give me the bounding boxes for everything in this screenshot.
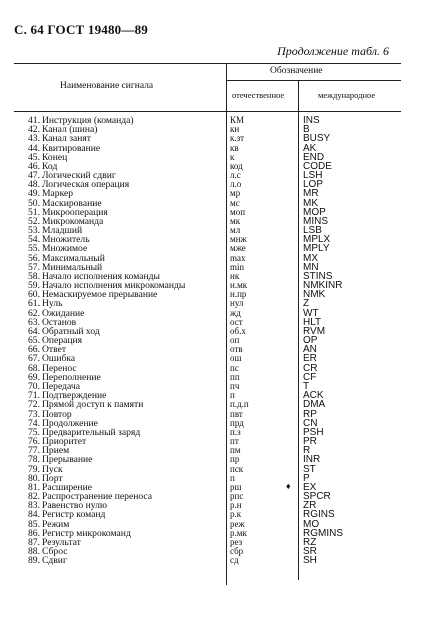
- domestic-designation: мк: [230, 215, 241, 226]
- international-designation: RVM: [303, 325, 326, 337]
- domestic-designation: реж: [230, 518, 245, 529]
- international-designation: END: [303, 151, 325, 163]
- signal-name: Инструкция (команда): [42, 115, 134, 126]
- signal-name: Конец: [42, 151, 68, 163]
- domestic-designation: р.н: [230, 500, 242, 511]
- international-designation: STINS: [303, 270, 333, 282]
- signal-name: Маскирование: [42, 197, 102, 209]
- international-designation: AK: [303, 142, 317, 154]
- row-number: 67.: [28, 353, 40, 365]
- signal-table-body: [0, 116, 427, 565]
- international-designation: RP: [303, 408, 317, 420]
- row-number: 52.: [28, 215, 40, 227]
- row-number: 43.: [28, 133, 40, 145]
- international-designation: CR: [303, 362, 318, 374]
- signal-name: Предварительный заряд: [42, 426, 141, 438]
- international-designation: PR: [303, 436, 317, 448]
- table-row: [0, 455, 427, 464]
- table-row: [0, 465, 427, 474]
- row-number: 69.: [28, 371, 40, 383]
- domestic-designation: пвт: [230, 408, 243, 419]
- signal-name: Переполнение: [42, 371, 101, 383]
- domestic-designation: рпс: [230, 491, 244, 502]
- international-designation: AN: [303, 344, 317, 356]
- international-designation: NMK: [303, 289, 326, 301]
- signal-name: Множимое: [42, 243, 88, 255]
- row-number: 66.: [28, 344, 40, 356]
- signal-name: Приоритет: [42, 436, 87, 448]
- international-designation: SR: [303, 546, 317, 558]
- international-designation: INS: [303, 115, 320, 126]
- signal-name: Останов: [42, 316, 77, 328]
- domestic-designation: к.зт: [230, 133, 245, 144]
- row-number: 42.: [28, 124, 40, 136]
- international-designation: HLT: [303, 316, 322, 328]
- signal-name: Прием: [42, 445, 70, 457]
- signal-name: Продолжение: [42, 417, 98, 429]
- domestic-designation: мже: [230, 243, 246, 254]
- signal-name: Сдвиг: [42, 555, 67, 567]
- international-designation: WT: [303, 307, 319, 319]
- table-continuation-label: Продолжение табл. 6: [277, 44, 389, 58]
- row-number: 76.: [28, 436, 40, 448]
- signal-name: Маркер: [42, 188, 74, 200]
- international-designation: B: [303, 124, 310, 136]
- signal-name: Канал занят: [42, 133, 91, 145]
- signal-name: Начало исполнения микрокоманды: [42, 280, 186, 292]
- signal-name: Минимальный: [42, 261, 103, 273]
- domestic-designation: ош: [230, 353, 242, 364]
- row-number: 47.: [28, 170, 40, 182]
- domestic-designation: л.о: [230, 179, 242, 190]
- international-designation: MPLX: [303, 234, 331, 246]
- table-header-rule: [14, 111, 401, 112]
- domestic-designation: КМ: [230, 115, 245, 125]
- international-designation: INR: [303, 454, 321, 466]
- stray-mark: ♦: [286, 481, 291, 491]
- international-designation: ER: [303, 353, 317, 365]
- domestic-designation: к: [230, 151, 235, 162]
- international-designation: ZR: [303, 500, 317, 512]
- column-header-international: международное: [318, 90, 376, 100]
- international-designation: MK: [303, 197, 318, 209]
- international-designation: ST: [303, 463, 316, 475]
- row-number: 50.: [28, 197, 40, 209]
- domestic-designation: р.к: [230, 509, 242, 520]
- international-designation: LSB: [303, 225, 322, 237]
- international-designation: PSH: [303, 426, 324, 438]
- international-designation: RGINS: [303, 509, 335, 521]
- row-number: 73.: [28, 408, 40, 420]
- row-number: 79.: [28, 463, 40, 475]
- row-number: 59.: [28, 280, 40, 292]
- row-number: 58.: [28, 270, 40, 282]
- row-number: 86.: [28, 527, 40, 539]
- signal-name: Обратный ход: [42, 325, 100, 337]
- row-number: 63.: [28, 316, 40, 328]
- row-number: 54.: [28, 234, 40, 246]
- column-header-name: Наименование сигнала: [60, 81, 154, 91]
- domestic-designation: л.с: [230, 170, 241, 181]
- international-designation: CF: [303, 371, 317, 383]
- table-row: [0, 290, 427, 299]
- column-header-domestic: отечественное: [232, 90, 285, 100]
- row-number: 44.: [28, 142, 40, 154]
- international-designation: MOP: [303, 206, 326, 218]
- international-designation: P: [303, 472, 310, 484]
- row-number: 71.: [28, 390, 40, 402]
- domestic-designation: сд: [230, 555, 239, 566]
- international-designation: R: [303, 445, 311, 457]
- row-number: 62.: [28, 307, 40, 319]
- domestic-designation: п.з: [230, 426, 241, 437]
- domestic-designation: сбр: [230, 546, 244, 557]
- row-number: 45.: [28, 151, 40, 163]
- row-number: 56.: [28, 252, 40, 264]
- domestic-designation: мнж: [230, 234, 247, 245]
- page-header: С. 64 ГОСТ 19480—89: [14, 22, 148, 37]
- signal-name: Регистр команд: [42, 509, 106, 521]
- international-designation: SH: [303, 555, 317, 567]
- row-number: 87.: [28, 536, 40, 548]
- international-designation: LSH: [303, 170, 323, 182]
- row-number: 55.: [28, 243, 40, 255]
- signal-name: Ошибка: [42, 353, 76, 365]
- domestic-designation: нул: [230, 298, 244, 309]
- row-number: 49.: [28, 188, 40, 200]
- signal-name: Режим: [42, 518, 70, 530]
- international-designation: MX: [303, 252, 318, 264]
- row-number: 88.: [28, 546, 40, 558]
- international-designation: DMA: [303, 399, 326, 411]
- domestic-designation: оп: [230, 335, 240, 346]
- international-designation: T: [303, 380, 310, 392]
- international-designation: MR: [303, 188, 319, 200]
- signal-name: Расширение: [42, 481, 92, 493]
- row-number: 65.: [28, 335, 40, 347]
- row-number: 77.: [28, 445, 40, 457]
- domestic-designation: жд: [230, 307, 241, 318]
- signal-name: Сброс: [42, 546, 68, 558]
- international-designation: RZ: [303, 536, 317, 548]
- international-designation: MINS: [303, 215, 328, 227]
- table-top-rule: [14, 63, 401, 64]
- signal-name: Логическая операция: [42, 179, 130, 191]
- domestic-designation: пск: [230, 463, 244, 474]
- domestic-designation: мл: [230, 225, 241, 236]
- signal-name: Передача: [42, 380, 80, 392]
- signal-name: Код: [42, 160, 58, 172]
- domestic-designation: прд: [230, 417, 244, 428]
- row-number: 72.: [28, 399, 40, 411]
- signal-name: Микрокоманда: [42, 215, 104, 227]
- signal-name: Начало исполнения команды: [42, 270, 160, 282]
- row-number: 68.: [28, 362, 40, 374]
- table-row: [0, 556, 427, 565]
- signal-name: Логический сдвиг: [42, 170, 116, 182]
- domestic-designation: рш: [230, 481, 242, 492]
- row-number: 48.: [28, 179, 40, 191]
- row-number: 75.: [28, 426, 40, 438]
- international-designation: Z: [303, 298, 310, 310]
- row-number: 82.: [28, 491, 40, 503]
- domestic-designation: пр: [230, 454, 240, 465]
- international-designation: MO: [303, 518, 320, 530]
- signal-name: Регистр микрокоманд: [42, 527, 131, 539]
- signal-name: Пуск: [42, 463, 63, 475]
- signal-name: Канал (шина): [42, 124, 98, 136]
- row-number: 53.: [28, 225, 40, 237]
- domestic-designation: рез: [230, 536, 243, 547]
- domestic-designation: н.пр: [230, 289, 247, 300]
- signal-name: Множитель: [42, 234, 90, 246]
- signal-name: Подтверждение: [42, 390, 107, 402]
- domestic-designation: пт: [230, 436, 239, 447]
- domestic-designation: мс: [230, 197, 240, 208]
- signal-name: Результат: [42, 536, 81, 548]
- domestic-designation: код: [230, 160, 243, 171]
- signal-name: Ожидание: [42, 307, 85, 319]
- international-designation: ACK: [303, 390, 324, 402]
- row-number: 89.: [28, 555, 40, 567]
- signal-name: Равенство нулю: [42, 500, 108, 512]
- signal-name: Немаскируемое прерывание: [42, 289, 158, 301]
- domestic-designation: п: [230, 390, 235, 401]
- column-header-designation: Обозначение: [270, 66, 323, 76]
- international-designation: MN: [303, 261, 319, 273]
- international-designation: BUSY: [303, 133, 331, 145]
- row-number: 70.: [28, 380, 40, 392]
- row-number: 46.: [28, 160, 40, 172]
- international-designation: EX: [303, 481, 317, 493]
- row-number: 60.: [28, 289, 40, 301]
- domestic-designation: кн: [230, 124, 240, 135]
- signal-name: Микрооперация: [42, 206, 108, 218]
- signal-name: Прерывание: [42, 454, 93, 466]
- international-designation: CODE: [303, 160, 332, 172]
- domestic-designation: пч: [230, 380, 240, 391]
- row-number: 84.: [28, 509, 40, 521]
- row-number: 74.: [28, 417, 40, 429]
- row-number: 51.: [28, 206, 40, 218]
- row-number: 41.: [28, 115, 40, 126]
- domestic-designation: р.мк: [230, 527, 247, 538]
- row-number: 85.: [28, 518, 40, 530]
- domestic-designation: мр: [230, 188, 241, 199]
- row-number: 61.: [28, 298, 40, 310]
- domestic-designation: п.д.п: [230, 399, 249, 410]
- domestic-designation: пс: [230, 362, 239, 373]
- row-number: 64.: [28, 325, 40, 337]
- row-number: 78.: [28, 454, 40, 466]
- international-designation: OP: [303, 335, 318, 347]
- designation-subheader-rule: [226, 80, 401, 81]
- row-number: 57.: [28, 261, 40, 273]
- international-designation: MPLY: [303, 243, 330, 255]
- domestic-designation: кв: [230, 142, 239, 153]
- signal-name: Максимальный: [42, 252, 105, 264]
- signal-name: Прямой доступ к памяти: [42, 399, 144, 411]
- signal-name: Повтор: [42, 408, 72, 420]
- international-designation: RGMINS: [303, 527, 343, 539]
- domestic-designation: об.х: [230, 325, 246, 336]
- domestic-designation: отв: [230, 344, 243, 355]
- domestic-designation: ост: [230, 316, 243, 327]
- domestic-designation: н.мк: [230, 280, 248, 291]
- international-designation: CN: [303, 417, 318, 429]
- row-number: 81.: [28, 481, 40, 493]
- domestic-designation: моп: [230, 206, 246, 217]
- signal-name: Операция: [42, 335, 83, 347]
- row-number: 80.: [28, 472, 40, 484]
- signal-name: Нуль: [42, 298, 63, 310]
- table-row: [0, 153, 427, 162]
- domestic-designation: min: [230, 261, 245, 272]
- signal-name: Младший: [42, 225, 83, 237]
- row-number: 83.: [28, 500, 40, 512]
- signal-name: Квитирование: [42, 142, 101, 154]
- international-designation: NMKINR: [303, 280, 343, 292]
- domestic-designation: нк: [230, 270, 240, 281]
- signal-name: Порт: [42, 472, 63, 484]
- domestic-designation: max: [230, 252, 246, 263]
- signal-name: Перенос: [42, 362, 77, 374]
- international-designation: SPCR: [303, 491, 331, 503]
- international-designation: LOP: [303, 179, 324, 191]
- domestic-designation: пп: [230, 371, 240, 382]
- domestic-designation: пм: [230, 445, 241, 456]
- signal-name: Распространение переноса: [42, 491, 153, 503]
- domestic-designation: п: [230, 472, 235, 483]
- signal-name: Ответ: [42, 344, 67, 356]
